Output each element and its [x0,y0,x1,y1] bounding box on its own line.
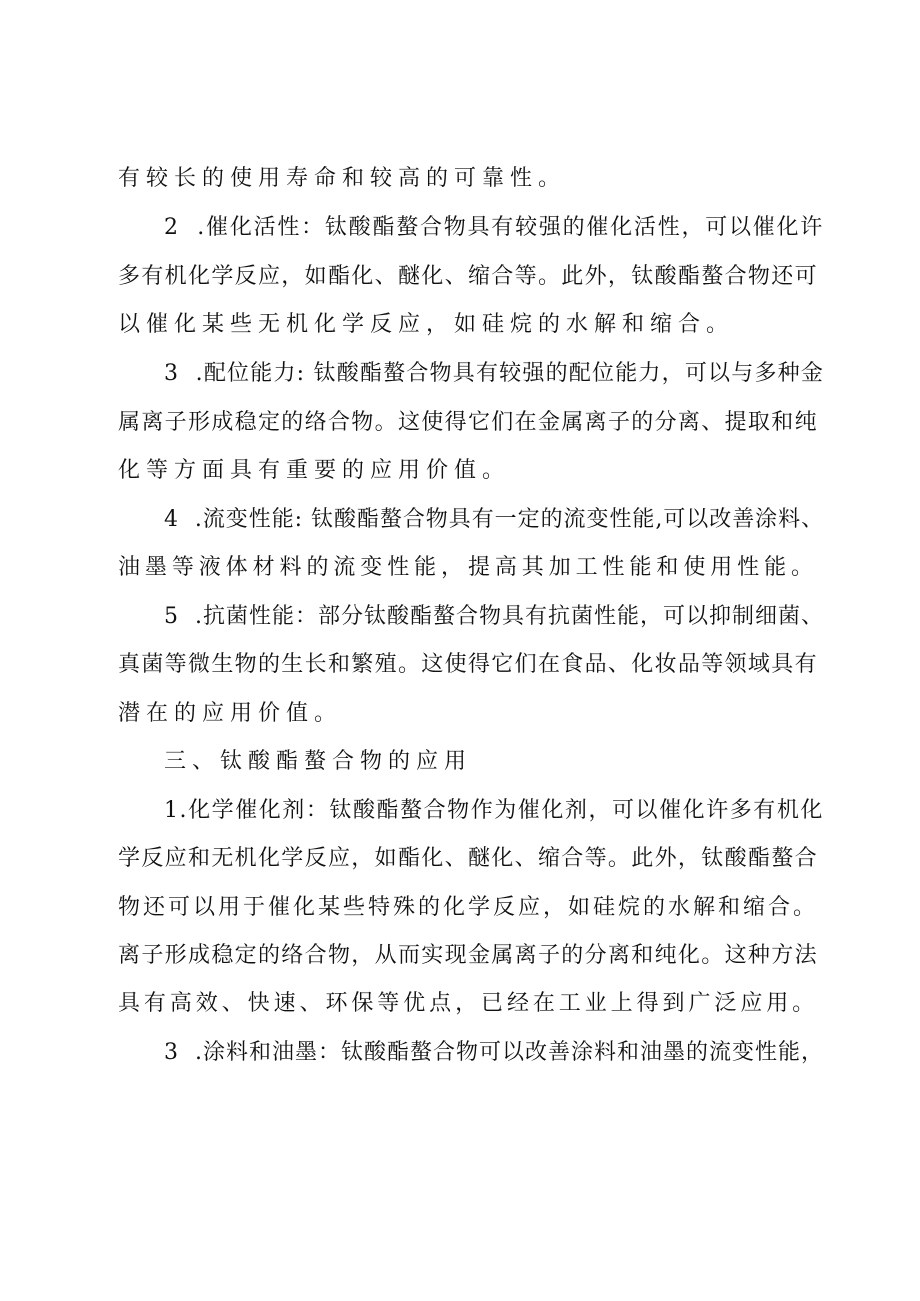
text-line: 潜在的应用价值。 [118,701,343,726]
text-line: 4 .流变性能: 钛酸酯螯合物具有一定的流变性能,可以改善涂料、 [164,507,825,532]
text-line: 物还可以用于催化某些特殊的化学反应，如硅烷的水解和缩合。 [118,895,819,920]
text-line: 有较长的使用寿命和较高的可靠性。 [118,166,567,191]
text-line: 具有高效、快速、环保等优点，已经在工业上得到广泛应用。 [118,991,819,1016]
text-line: 以催化某些无机化学反应，如硅烷的水解和缩合。 [118,312,735,337]
text-line: 真菌等微生物的生长和繁殖。这使得它们在食品、化妆品等领域具有 [118,652,818,677]
text-line: 化等方面具有重要的应用价值。 [118,458,511,483]
text-line: 3 .涂料和油墨：钛酸酯螯合物可以改善涂料和油墨的流变性能， [164,1040,824,1065]
text-line: 多有机化学反应，如酯化、醚化、缩合等。此外，钛酸酯螯合物还可 [118,264,818,289]
text-line: 油墨等液体材料的流变性能，提高其加工性能和使用性能。 [118,555,818,580]
text-line: 离子形成稳定的络合物，从而实现金属离子的分离和纯化。这种方法 [118,943,818,968]
text-line: 5 .抗菌性能：部分钛酸酯螯合物具有抗菌性能，可以抑制细菌、 [164,604,824,629]
section-heading: 三、钛酸酯螯合物的应用 [164,749,473,774]
text-line: 2 .催化活性：钛酸酯螯合物具有较强的催化活性，可以催化许 [164,215,825,240]
text-line: 属离子形成稳定的络合物。这使得它们在金属离子的分离、提取和纯 [118,410,818,435]
text-line: 3 .配位能力: 钛酸酯螯合物具有较强的配位能力，可以与多种金 [164,361,825,386]
text-line: 学反应和无机化学反应，如酯化、醚化、缩合等。此外，钛酸酯螯合 [118,846,818,871]
text-line: 1.化学催化剂：钛酸酯螯合物作为催化剂，可以催化许多有机化 [164,798,824,823]
